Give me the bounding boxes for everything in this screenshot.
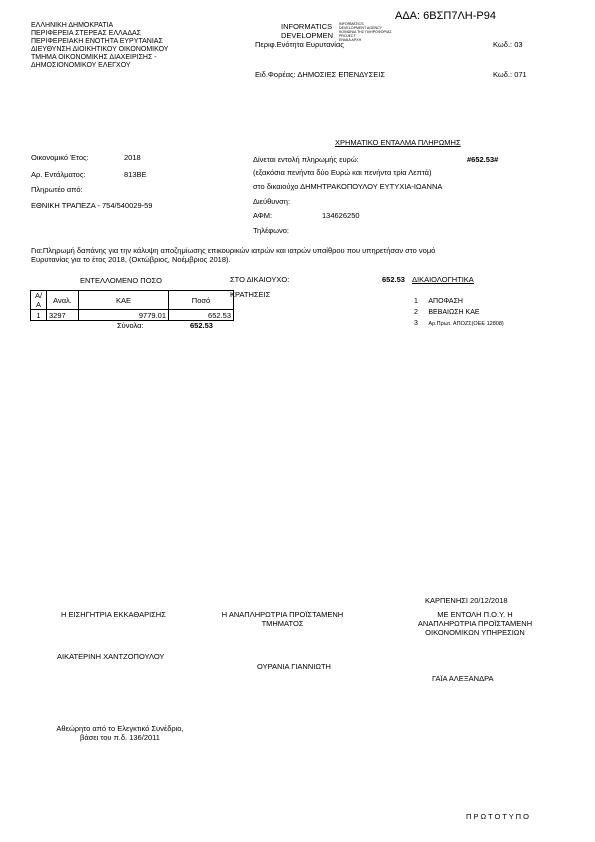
payment-amount: #652.53# — [467, 155, 499, 164]
table-cell: 9779.01 — [79, 310, 169, 321]
ada-code: ΑΔΑ: 6ΒΣΠ7ΛΗ-Ρ94 — [395, 10, 496, 22]
special-body: Ειδ.Φορέας: ΔΗΜΟΣΙΕΣ ΕΠΕΝΔΥΣΕΙΣ — [255, 70, 385, 79]
amount-table — [30, 290, 234, 321]
table-cell: 652.53 — [169, 310, 234, 321]
signer-3-name: ΓΑΪΑ ΑΛΕΞΑΝΔΡΑ — [432, 674, 494, 683]
column-header: Α/Α — [31, 291, 47, 310]
special-body-code: Κωδ.: 071 — [493, 70, 527, 79]
column-header: Ποσό — [169, 291, 234, 310]
authority-header — [31, 22, 168, 70]
to-beneficiary-value: 652.53 — [382, 275, 405, 284]
logo-small-text: INFORMATICS DEVELOPMENT AGENCY ΚΟΙΝΩΝΙΑ ΤΗΣ ΠΛΗΡΟΦΟΡΙΑΣ PROJECT ΕΝΙΑΙΑ ΑΡΧΗ — [339, 22, 392, 42]
header-line: ΔΗΜΟΣΙΟΝΟΜΙΚΟΥ ΕΛΕΓΧΟΥ — [31, 62, 131, 69]
afm-label: ΑΦΜ: — [253, 211, 273, 220]
table-cell: 3297 — [47, 310, 79, 321]
list-item: 2 ΒΕΒΑΙΩΣΗ ΚΑΕ — [414, 309, 480, 316]
amount-table-title: ΕΝΤΕΛΛΟΜΕΝΟ ΠΟΣΟ — [80, 276, 163, 285]
table-row — [31, 310, 234, 321]
perif-unit: Περιφ.Ενότητα Ευρυτανίας — [255, 40, 344, 49]
logo-text: INFORMATICS DEVELOPMEN — [281, 22, 334, 40]
header-line: ΠΕΡΙΦΕΡΕΙΑ ΣΤΕΡΕΑΣ ΕΛΛΑΔΑΣ — [31, 30, 142, 37]
warrant-no-value: 813ΒΕ — [124, 170, 147, 179]
audit-note: Αθεώρητο από το Ελεγκτικό Συνέδριο, βάσει του π.δ. 136/2011 — [56, 724, 184, 742]
sum-label: Σύνολα: — [117, 321, 144, 330]
perif-code: Κωδ.: 03 — [493, 40, 523, 49]
phone-label: Τηλέφωνο: — [253, 226, 290, 235]
signer-1-name: ΑΙΚΑΤΕΡΙΝΗ ΧΑΝΤΖΟΠΟΥΛΟΥ — [57, 652, 165, 661]
signer-2-name: ΟΥΡΑΝΙΑ ΓΙΑΝΝΙΩΤΗ — [257, 662, 331, 671]
to-beneficiary-label: ΣΤΟ ΔΙΚΑΙΟΥΧΟ: — [230, 275, 290, 284]
address-label: Διεύθυνση: — [253, 197, 291, 206]
warrant-no-label: Αρ. Εντάλματος: — [31, 170, 86, 179]
deductions-label: ΚΡΑΤΗΣΕΙΣ — [230, 290, 271, 299]
table-header-row — [31, 291, 234, 310]
signer-3-title: ΜΕ ΕΝΤΟΛΗ Π.Ο.Υ. Η ΑΝΑΠΛΗΡΩΤΡΙΑ ΠΡΟΪΣΤΑΜΕΝΗ ΟΙΚΟΝΟΜΙΚΩΝ ΥΠΗΡΕΣΙΩΝ — [417, 610, 533, 637]
signer-1-title: Η ΕΙΣΗΓΗΤΡΙΑ ΕΚΚΑΘΑΡΙΣΗΣ — [61, 610, 166, 619]
header-line: ΔΙΕΥΘΥΝΣΗ ΔΙΟΙΚΗΤΙΚΟΥ ΟΙΚΟΝΟΜΙΚΟΥ — [31, 46, 169, 53]
payable-by-value: ΕΘΝΙΚΗ ΤΡΑΠΕΖΑ - 754/540029-59 — [31, 201, 153, 210]
table-cell: 1 — [31, 310, 47, 321]
list-item: 3 Αρ.Πρωτ. ΑΠΟΖΣ(ΟΕΕ 12808) — [414, 320, 504, 327]
beneficiary: στο δικαιούχο ΔΗΜΗΤΡΑΚΟΠΟΥΛΟΥ ΕΥΤΥΧΙΑ-ΙΩΑΝΝΑ — [253, 182, 443, 191]
fiscal-year-value: 2018 — [124, 153, 141, 162]
header-line: ΕΛΛΗΝΙΚΗ ΔΗΜΟΚΡΑΤΙΑ — [31, 22, 114, 29]
place-date: ΚΑΡΠΕΝΗΣΙ 20/12/2018 — [425, 596, 508, 605]
list-item: 1 ΑΠΟΦΑΣΗ — [414, 298, 463, 305]
fiscal-year-label: Οικονομικό Έτος: — [31, 153, 89, 162]
column-header: Αναλ. — [47, 291, 79, 310]
original-marker: Π Ρ Ω Τ Ο Τ Υ Π Ο — [466, 812, 529, 821]
payable-by-label: Πληρωτέο από: — [31, 185, 83, 194]
payment-order-label: Δίνεται εντολή πληρωμής ευρώ: — [253, 155, 359, 164]
document-title: ΧΡΗΜΑΤΙΚΟ ΕΝΤΑΛΜΑ ΠΛΗΡΩΜΗΣ — [335, 138, 461, 147]
payment-purpose: Για:Πληρωμή δαπάνης για την κάλυψη αποζημίωσης επικουρικών ιατρών και ιατρών υπαίθρου που υπηρετήσαν στο νομό Ευρυτανίας για το έτος 2018, (Οκτώβριος, Νοέμβριος 2018). — [31, 246, 436, 264]
column-header: ΚΑΕ — [79, 291, 169, 310]
afm-value: 134626250 — [322, 211, 360, 220]
supporting-docs-title: ΔΙΚΑΙΟΛΟΓΗΤΙΚΑ — [412, 275, 474, 284]
signer-2-title: Η ΑΝΑΠΛΗΡΩΤΡΙΑ ΠΡΟΪΣΤΑΜΕΝΗ ΤΜΗΜΑΤΟΣ — [221, 610, 344, 628]
amount-in-words: (εξακόσια πενήντα δύο Ευρώ και πενήντα τρία Λεπτά) — [253, 168, 432, 177]
header-line: ΤΜΗΜΑ ΟΙΚΟΝΟΜΙΚΗΣ ΔΙΑΧΕΙΡΙΣΗΣ - — [31, 54, 157, 61]
header-line: ΠΕΡΙΦΕΡΕΙΑΚΗ ΕΝΟΤΗΤΑ ΕΥΡΥΤΑΝΙΑΣ — [31, 38, 163, 45]
sum-value: 652.53 — [190, 321, 213, 330]
